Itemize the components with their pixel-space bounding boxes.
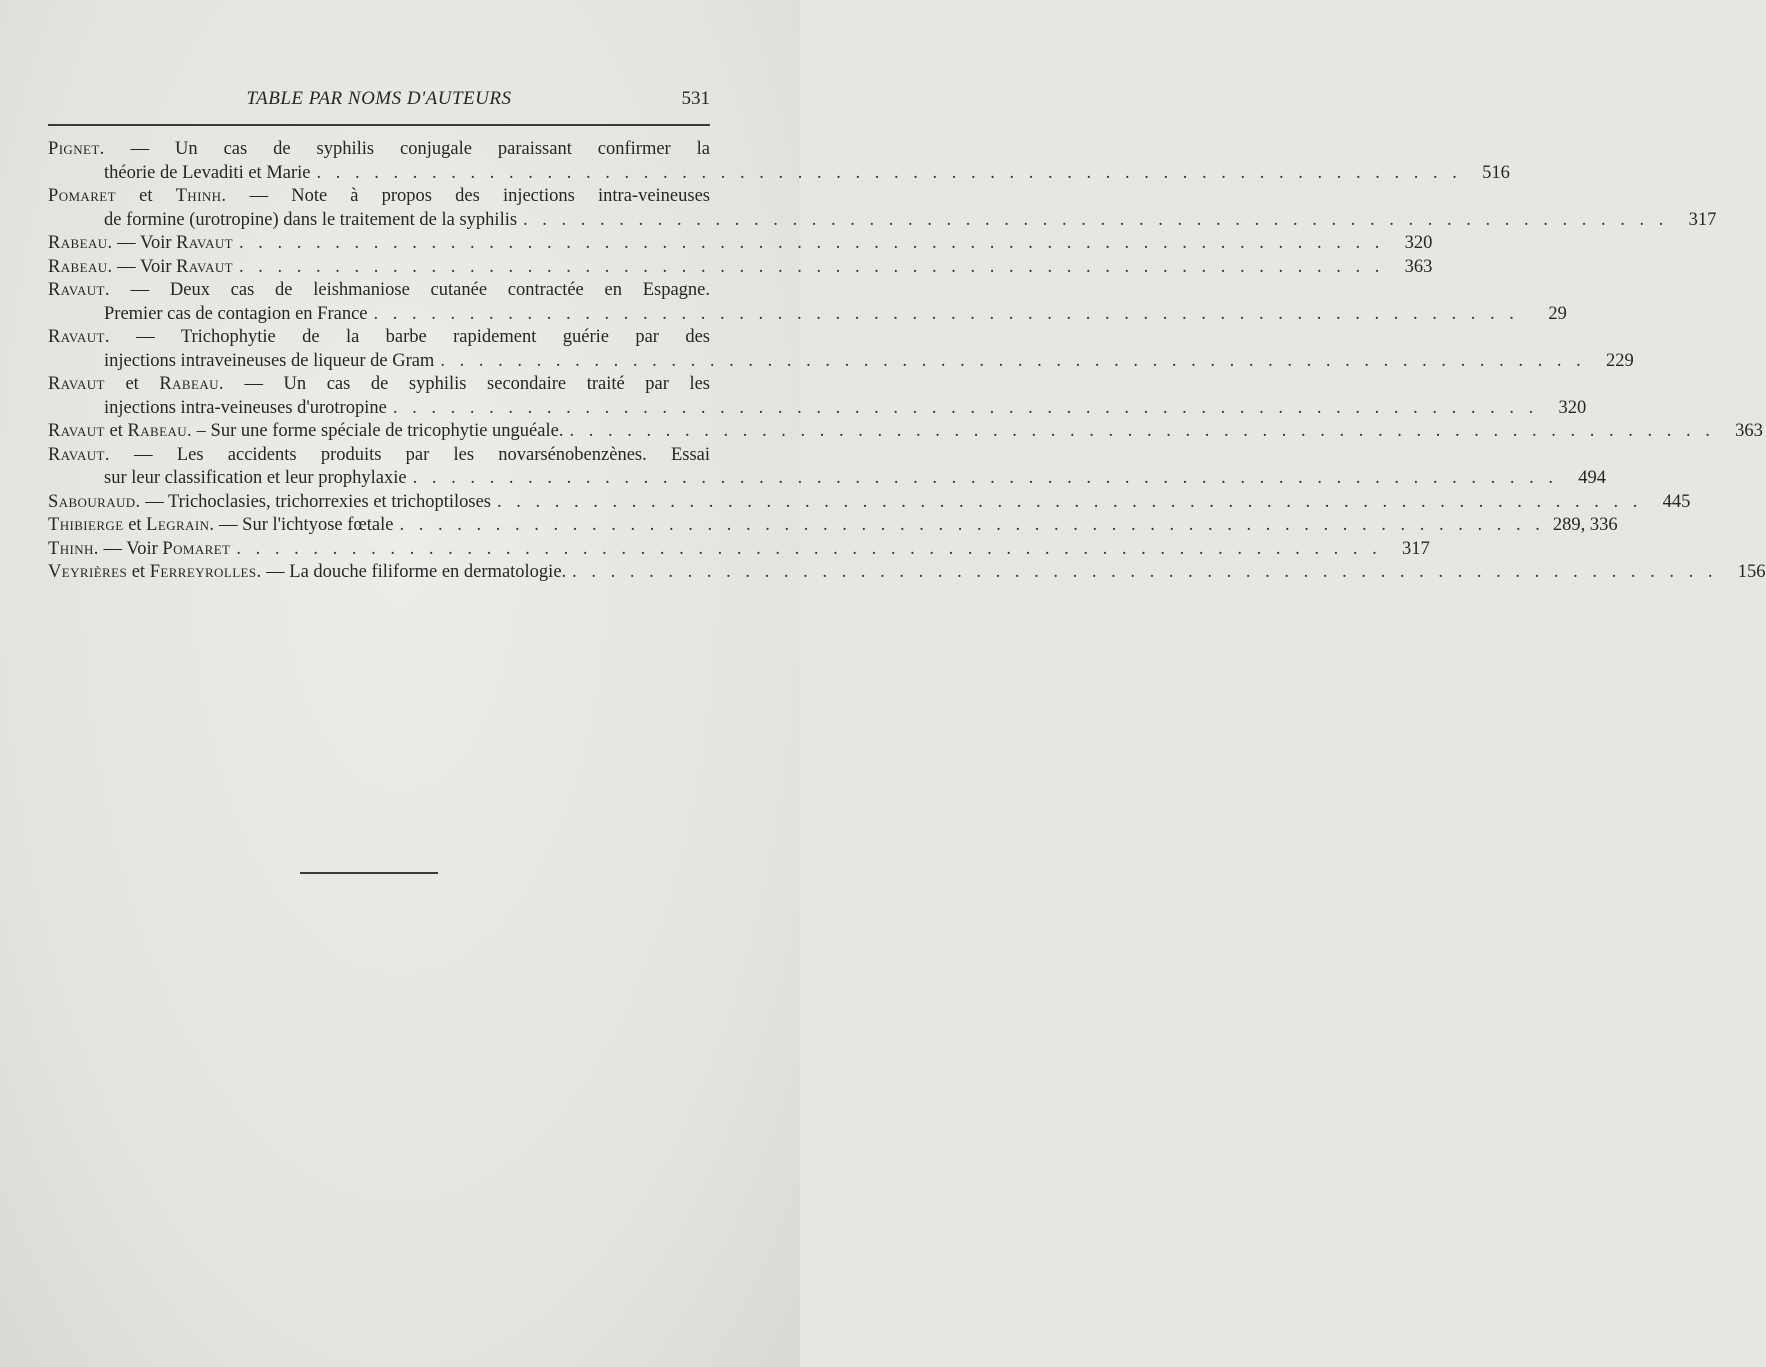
author-name: Thinh. [48, 538, 99, 559]
entry-text [48, 138, 710, 162]
author-name: Rabeau. [127, 421, 193, 441]
author-name: Legrain. [146, 515, 215, 535]
title-text: — La douche filiforme en dermatologie. [261, 562, 567, 582]
entry-first-line [48, 538, 1430, 562]
entry-text [104, 467, 407, 491]
title-text: Premier cas de contagion en France [104, 303, 368, 324]
entry-text [104, 397, 387, 421]
entry-text [48, 514, 393, 538]
connector-text: et [104, 421, 128, 441]
index-entry [48, 279, 1567, 326]
author-index-list [48, 138, 1766, 585]
title-text: théorie de Levaditi et Marie [104, 162, 311, 183]
connector-text: — Voir [112, 256, 177, 277]
connector-text: — Voir [98, 538, 163, 559]
index-entry [48, 420, 1763, 444]
author-name: Rabeau. [159, 374, 224, 394]
author-name: Rabeau. [48, 256, 113, 277]
entry-first-line [48, 514, 1618, 538]
index-entry [48, 232, 1433, 256]
index-entry [48, 538, 1430, 562]
entry-first-line [48, 256, 1433, 280]
title-text: — Deux cas de leishmaniose cutanée contractée en Espagne. [109, 280, 710, 300]
entry-text [48, 538, 230, 562]
entry-first-line [48, 491, 1691, 515]
page-reference: 317 [1402, 538, 1430, 559]
dot-leader: . . . . . . . . . . . . . . . . . . . . . . . . . . . . . . . . . . . . . . . . . . . . . . . . . . . . . . . . . . . . [392, 397, 1539, 418]
page-reference: 363 [1735, 421, 1763, 441]
page-reference: 320 [1404, 233, 1433, 253]
page-reference: 156 [1737, 562, 1766, 582]
dot-leader: . . . . . . . . . . . . . . . . . . . . . . . . . . . . . . . . . . . . . . . . . . . . . . . . . . . . . . . . . . . . [412, 468, 1558, 488]
title-text: injections intraveineuses de liqueur de Gram [104, 350, 435, 371]
index-entry [48, 444, 1606, 491]
author-name: Thinh. [175, 186, 227, 206]
entry-continuation-line [48, 467, 1606, 491]
entry-text [104, 350, 434, 374]
dot-leader: . . . . . . . . . . . . . . . . . . . . . . . . . . . . . . . . . . . . . . . . . . . . . . . . . . . . . . . . . . . . [373, 303, 1519, 324]
title-text: — Les accidents produits par les novarsénobenzènes. Essai [109, 444, 710, 465]
title-text: sur leur classification et leur prophylaxie [104, 468, 407, 488]
title-text: de formine (urotropine) dans le traitement de la syphilis [104, 209, 518, 230]
entry-first-line [48, 279, 710, 303]
index-entry [48, 138, 1510, 185]
entry-first-line [48, 185, 710, 209]
index-entry [48, 256, 1433, 280]
connector-text: et [115, 186, 176, 206]
entry-text [48, 232, 233, 256]
dot-leader: . . . . . . . . . . . . . . . . . . . . . . . . . . . . . . . . . . . . . . . . . . . . . . . . . . . . . . . . . . . . [399, 515, 1545, 535]
page-reference: 445 [1662, 491, 1691, 512]
title-text: — Note à propos des injections intra-veineuses [226, 186, 710, 206]
end-rule [300, 872, 438, 874]
page-reference: 29 [1548, 303, 1567, 324]
page-reference: 320 [1558, 397, 1587, 418]
entry-first-line [48, 561, 1766, 585]
dot-leader: . . . . . . . . . . . . . . . . . . . . . . . . . . . . . . . . . . . . . . . . . . . . . . . . . . . . . . . . . . . . [236, 538, 1382, 559]
page-reference: 229 [1605, 350, 1634, 371]
entry-text [48, 420, 563, 444]
dot-leader: . . . . . . . . . . . . . . . . . . . . . . . . . . . . . . . . . . . . . . . . . . . . . . . . . . . . . . . . . . . . [523, 209, 1669, 230]
author-name: Rabeau. [48, 233, 113, 253]
entry-text [104, 162, 311, 186]
entry-text [48, 444, 710, 468]
author-name: Thibierge [48, 515, 124, 535]
dot-leader: . . . . . . . . . . . . . . . . . . . . . . . . . . . . . . . . . . . . . . . . . . . . . . . . . . . . . . . . . . . . [572, 562, 1718, 582]
index-entry [48, 491, 1691, 515]
connector-text: — Voir [112, 233, 177, 253]
header-rule [48, 124, 710, 126]
author-name: Ravaut [48, 421, 105, 441]
author-name: Ferreyrolles. [149, 562, 262, 582]
entry-first-line [48, 138, 710, 162]
entry-text [48, 491, 491, 515]
author-name: Ravaut [176, 256, 234, 277]
entry-first-line [48, 444, 710, 468]
dot-leader: . . . . . . . . . . . . . . . . . . . . . . . . . . . . . . . . . . . . . . . . . . . . . . . . . . . . . . . . . . . . [316, 162, 1462, 183]
dot-leader: . . . . . . . . . . . . . . . . . . . . . . . . . . . . . . . . . . . . . . . . . . . . . . . . . . . . . . . . . . . . [440, 350, 1586, 371]
running-title: TABLE PAR NOMS D'AUTEURS [246, 88, 512, 109]
entry-first-line [48, 232, 1433, 256]
title-text: — Un cas de syphilis secondaire traité par les [223, 374, 710, 394]
entry-text [104, 209, 517, 233]
page-reference: 494 [1578, 468, 1606, 488]
connector-text: et [104, 374, 160, 394]
author-name: Ravaut. [48, 327, 110, 347]
dot-leader: . . . . . . . . . . . . . . . . . . . . . . . . . . . . . . . . . . . . . . . . . . . . . . . . . . . . . . . . . . . . [497, 491, 1643, 512]
dot-leader: . . . . . . . . . . . . . . . . . . . . . . . . . . . . . . . . . . . . . . . . . . . . . . . . . . . . . . . . . . . . [239, 233, 1385, 253]
title-text: injections intra-veineuses d'urotropine [104, 397, 387, 418]
dot-leader: . . . . . . . . . . . . . . . . . . . . . . . . . . . . . . . . . . . . . . . . . . . . . . . . . . . . . . . . . . . . [239, 256, 1385, 277]
title-text: — Un cas de syphilis conjugale paraissant confirmer la [104, 139, 710, 159]
title-text: — Trichoclasies, trichorrexies et trichoptiloses [140, 491, 492, 512]
author-name: Ravaut [176, 233, 234, 253]
entry-continuation-line [48, 397, 1587, 421]
entry-text [48, 256, 233, 280]
page-number: 531 [681, 88, 710, 109]
page-reference: 516 [1482, 162, 1510, 183]
entry-text [48, 561, 566, 585]
author-name: Veyrières [48, 562, 128, 582]
index-entry [48, 514, 1618, 538]
entry-continuation-line [48, 303, 1567, 327]
entry-text [48, 185, 710, 209]
author-name: Pomaret [162, 538, 231, 559]
author-name: Ravaut. [48, 280, 110, 300]
entry-continuation-line [48, 350, 1634, 374]
title-text: — Sur l'ichtyose fœtale [214, 515, 394, 535]
connector-text: et [127, 562, 150, 582]
index-entry [48, 185, 1717, 232]
page-reference: 363 [1404, 256, 1433, 277]
connector-text: et [123, 515, 147, 535]
entry-first-line [48, 373, 710, 397]
title-text: — Trichophytie de la barbe rapidement guérie par des [109, 327, 710, 347]
author-name: Ravaut [48, 374, 105, 394]
title-text: – Sur une forme spéciale de tricophytie unguéale. [192, 421, 564, 441]
index-entry [48, 373, 1587, 420]
entry-text [48, 279, 710, 303]
page-reference: 317 [1688, 209, 1717, 230]
index-entry [48, 326, 1634, 373]
entry-continuation-line [48, 209, 1717, 233]
entry-text [104, 303, 368, 327]
running-head [48, 86, 710, 116]
author-name: Pignet. [48, 139, 105, 159]
author-name: Ravaut. [48, 444, 110, 465]
index-entry [48, 561, 1766, 585]
entry-text [48, 326, 710, 350]
dot-leader: . . . . . . . . . . . . . . . . . . . . . . . . . . . . . . . . . . . . . . . . . . . . . . . . . . . . . . . . . . . . [569, 421, 1715, 441]
page-reference: 289, 336 [1552, 515, 1618, 535]
author-name: Pomaret [48, 186, 116, 206]
entry-continuation-line [48, 162, 1510, 186]
entry-first-line [48, 420, 1763, 444]
author-name: Sabouraud. [48, 491, 141, 512]
entry-first-line [48, 326, 710, 350]
entry-text [48, 373, 710, 397]
